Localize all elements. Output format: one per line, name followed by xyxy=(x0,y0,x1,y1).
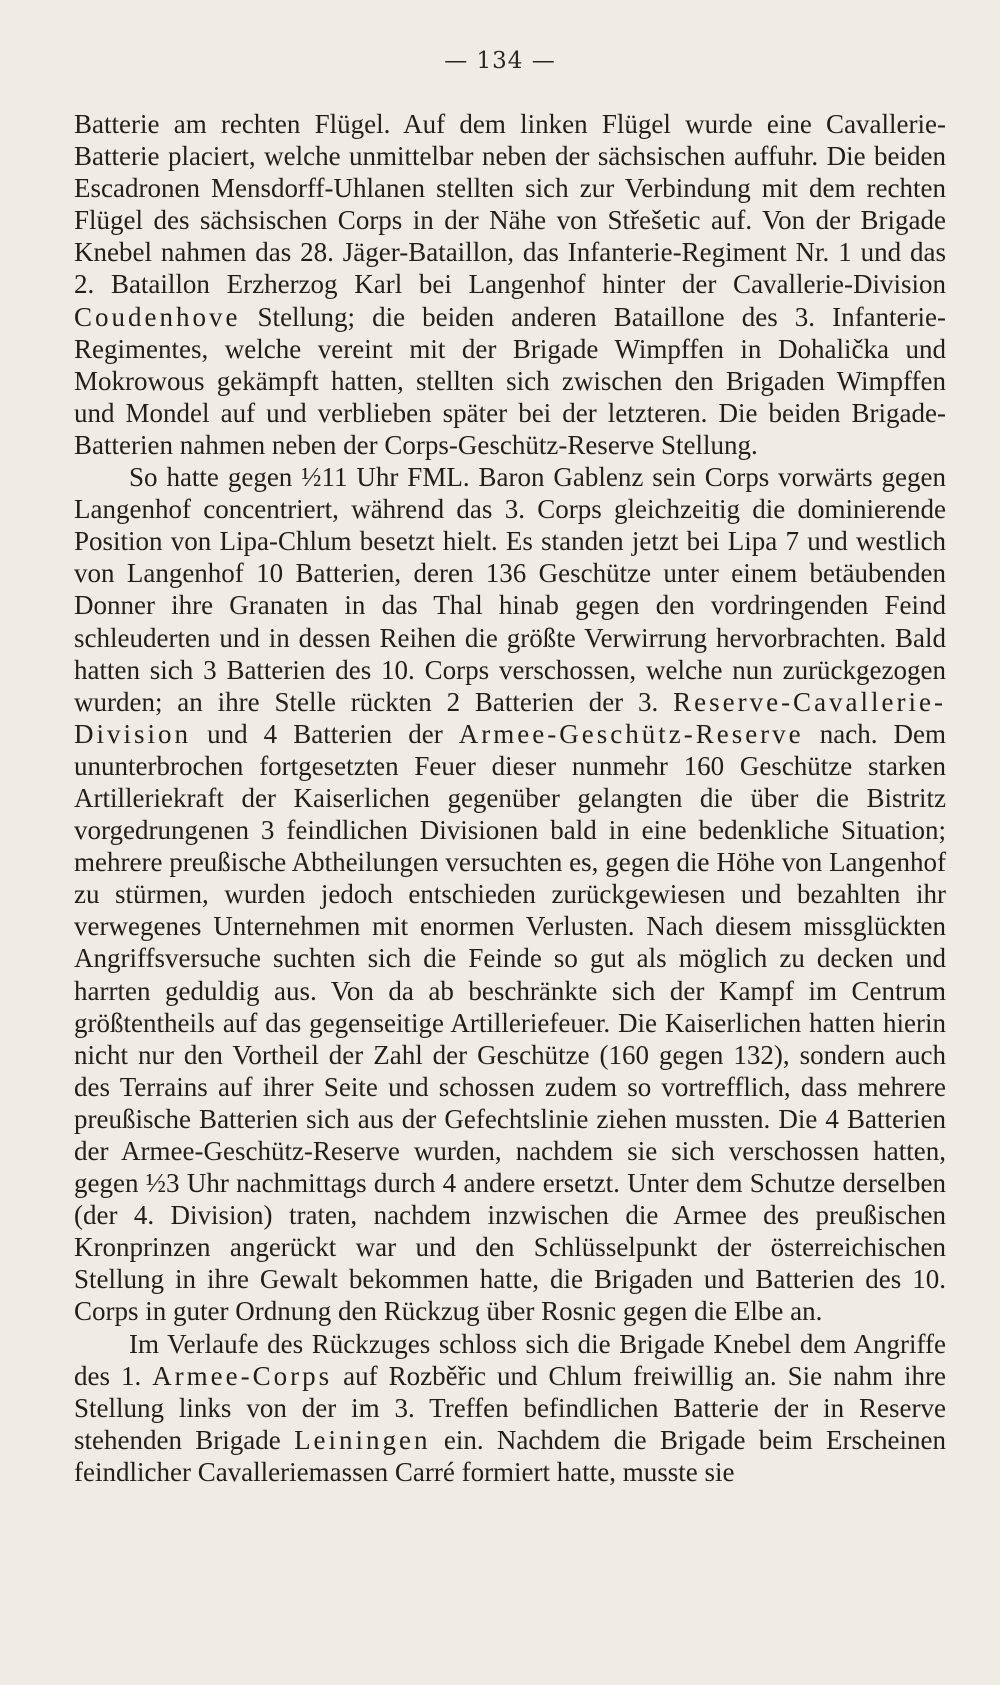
paragraph-2 xyxy=(74,461,946,1328)
spaced-name: Armee-Geschütz-Reserve xyxy=(458,718,804,749)
text-segment: Batterie am rechten Flügel. Auf dem linken Flügel wurde eine Cavallerie-Batterie placiert, welche unmittelbar neben der sächsischen auffuhr. Die beiden Escadronen Mensdorff-Uhlanen stellten sich zur Verbindung mit dem rechten Flügel des sächsischen Corps in der Nähe von Střešetic auf. Von der Brigade Knebel nahmen das 28. Jäger-Bataillon, das Infanterie-Regiment Nr. 1 und das 2. Bataillon Erzherzog Karl bei Langenhof hinter der Cavallerie-Division xyxy=(74,109,946,300)
page-number: — 134 — xyxy=(444,48,556,74)
spaced-name: Armee-Corps xyxy=(152,1360,333,1391)
text-segment: Stellung; die beiden anderen Bataillone des 3. Infanterie-Regimentes, welche vereint mit der Brigade Wimpffen in Dohalička und Mokrowous gekämpft hatten, stellten sich zwischen den Brigaden Wimpffen und Mondel auf und verblieben später bei der letzteren. Die beiden Brigade-Batterien nahmen neben der Corps-Geschütz-Reserve Stellung. xyxy=(74,301,946,460)
text-segment: nach. Dem ununterbrochen fortgesetzten Feuer dieser nunmehr 160 Geschütze starken Artilleriekraft der Kaiserlichen gegenüber gelangten die über die Bistritz vorgedrungenen 3 feindlichen Divisionen bald in eine bedenkliche Situation; mehrere preußische Abtheilungen versuchten es, gegen die Höhe von Langenhof zu stürmen, wurden jedoch entschieden zurückgewiesen und bezahlten ihr verwegenes Unternehmen mit enormen Verlusten. Nach diesem missglückten Angriffsversuche suchten sich die Feinde so gut als möglich zu decken und harrten geduldig aus. Von da ab beschränkte sich der Kampf im Centrum größtentheils auf das gegenseitige Artilleriefeuer. Die Kaiserlichen hatten hierin nicht nur den Vortheil der Zahl der Geschütze (160 gegen 132), sondern auch des Terrains auf ihrer Seite und schossen zudem so vortrefflich, dass mehrere preußische Batterien sich aus der Gefechtslinie ziehen mussten. Die 4 Batterien der Armee-Geschütz-Reserve wurden, nachdem sie sich verschossen hatten, gegen ½3 Uhr nachmittags durch 4 andere ersetzt. Unter dem Schutze derselben (der 4. Division) traten, nachdem inzwischen die Armee des preußischen Kronprinzen angerückt war und den Schlüsselpunkt der österreichischen Stellung in ihre Gewalt bekommen hatte, die Brigaden und Batterien des 10. Corps in guter Ordnung den Rückzug über Rosnic gegen die Elbe an. xyxy=(74,718,946,1327)
paragraph-1 xyxy=(74,108,946,461)
spaced-name: Leiningen xyxy=(294,1424,431,1455)
text-segment: auf Rozběřic und Chlum freiwillig an. Sie nahm ihre Stellung links von der im 3. Treffen befindlichen Batterie der in Reserve stehenden Brigade xyxy=(74,1360,946,1455)
text-segment: und 4 Batterien der xyxy=(191,718,459,749)
paragraph-3 xyxy=(74,1328,946,1488)
page-body xyxy=(74,108,946,1488)
text-segment: So hatte gegen ½11 Uhr FML. Baron Gablenz sein Corps vorwärts gegen Langenhof concentriert, während das 3. Corps gleichzeitig die dominierende Position von Lipa-Chlum besetzt hielt. Es standen jetzt bei Lipa 7 und westlich von Langenhof 10 Batterien, deren 136 Geschütze unter einem betäubenden Donner ihre Granaten in das Thal hinab gegen den vordringenden Feind schleuderten und in dessen Reihen die größte Verwirrung hervorbrachten. Bald hatten sich 3 Batterien des 10. Corps verschossen, welche nun zurückgezogen wurden; an ihre Stelle rückten 2 Batterien der 3. xyxy=(74,462,946,717)
text-segment: Im Verlaufe des Rückzuges schloss sich die Brigade Knebel dem Angriffe des 1. xyxy=(74,1328,946,1391)
text-segment: ein. Nachdem die Brigade beim Erscheinen feindlicher Cavalleriemassen Carré formiert hatte, musste sie xyxy=(74,1424,946,1487)
spaced-name: Reserve-Cavallerie-Division xyxy=(74,686,946,749)
spaced-name: Coudenhove xyxy=(74,301,241,332)
